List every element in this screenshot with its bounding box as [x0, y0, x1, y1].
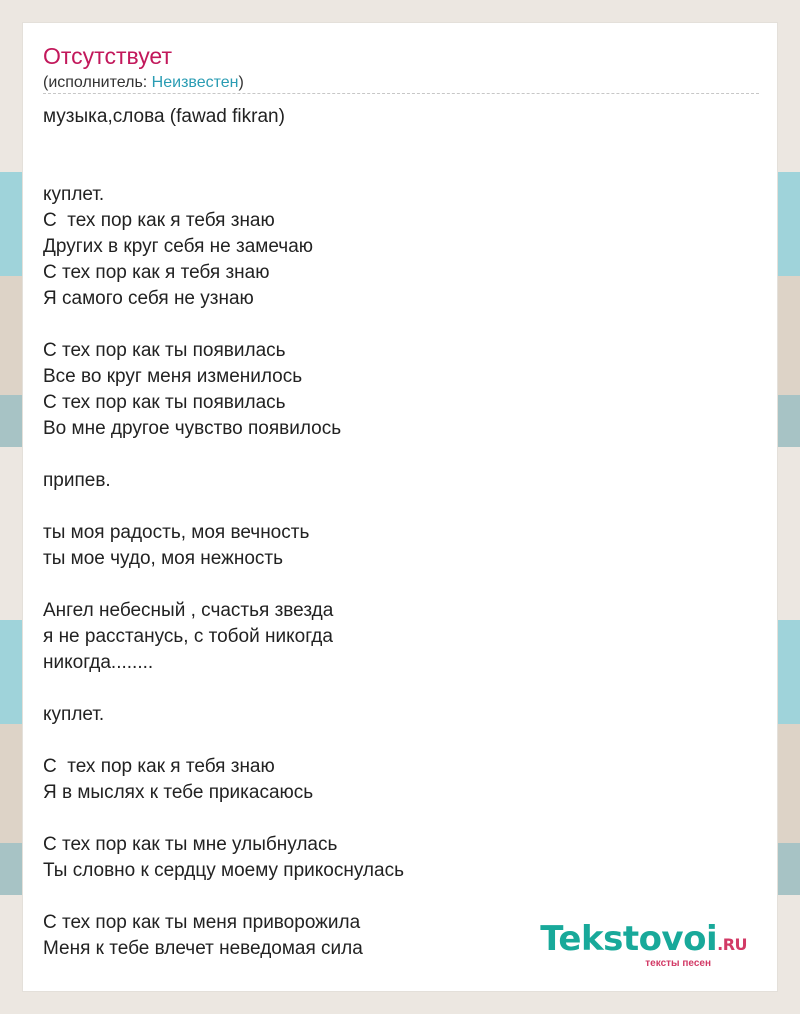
- lyric-line: [43, 130, 404, 156]
- lyric-line: припев.: [43, 470, 111, 491]
- lyric-line: [43, 572, 404, 598]
- logo-name: Tekstovoi: [540, 919, 718, 959]
- artist-prefix: (исполнитель:: [43, 74, 152, 91]
- lyrics-text: [43, 104, 404, 962]
- lyric-line: куплет.: [43, 704, 105, 725]
- lyric-line: я не расстанусь, с тобой никогда: [43, 626, 333, 647]
- artist-line: [43, 73, 244, 93]
- lyric-line: [43, 494, 404, 520]
- lyric-line: [43, 884, 404, 910]
- lyric-line: Меня к тебе влечет неведомая сила: [43, 938, 363, 959]
- lyric-line: [43, 442, 404, 468]
- lyric-line: Во мне другое чувство появилось: [43, 418, 342, 439]
- divider: [43, 93, 759, 94]
- lyric-line: ты моя радость, моя вечность: [43, 522, 310, 543]
- lyric-line: музыка,слова (fawad fikran): [43, 106, 285, 127]
- lyric-line: [43, 312, 404, 338]
- lyrics-card: [22, 22, 778, 992]
- lyric-line: Все во круг меня изменилось: [43, 366, 303, 387]
- lyric-line: [43, 806, 404, 832]
- song-title: Отсутствует: [43, 43, 172, 69]
- lyric-line: Я самого себя не узнаю: [43, 288, 254, 309]
- lyric-line: Я в мыслях к тебе прикасаюсь: [43, 782, 314, 803]
- lyric-line: С тех пор как ты появилась: [43, 392, 286, 413]
- logo-tagline: тексты песен: [645, 958, 711, 969]
- artist-link[interactable]: Неизвестен: [151, 74, 239, 91]
- lyric-line: С тех пор как я тебя знаю: [43, 262, 270, 283]
- artist-suffix: ): [238, 74, 244, 91]
- site-logo[interactable]: [540, 919, 747, 969]
- lyric-line: Ангел небесный , счастья звезда: [43, 600, 334, 621]
- lyric-line: [43, 728, 404, 754]
- lyric-line: С тех пор как ты появилась: [43, 340, 286, 361]
- lyric-line: Ты словно к сердцу моему прикоснулась: [43, 860, 404, 881]
- lyric-line: С тех пор как я тебя знаю: [43, 210, 275, 231]
- lyric-line: [43, 156, 404, 182]
- lyric-line: [43, 676, 404, 702]
- lyric-line: куплет.: [43, 184, 105, 205]
- lyric-line: никогда........: [43, 652, 154, 673]
- lyric-line: ты мое чудо, моя нежность: [43, 548, 284, 569]
- logo-tld: .RU: [717, 935, 747, 954]
- lyric-line: С тех пор как ты мне улыбнулась: [43, 834, 338, 855]
- lyric-line: Других в круг себя не замечаю: [43, 236, 314, 257]
- lyric-line: С тех пор как я тебя знаю: [43, 756, 275, 777]
- lyric-line: С тех пор как ты меня приворожила: [43, 912, 361, 933]
